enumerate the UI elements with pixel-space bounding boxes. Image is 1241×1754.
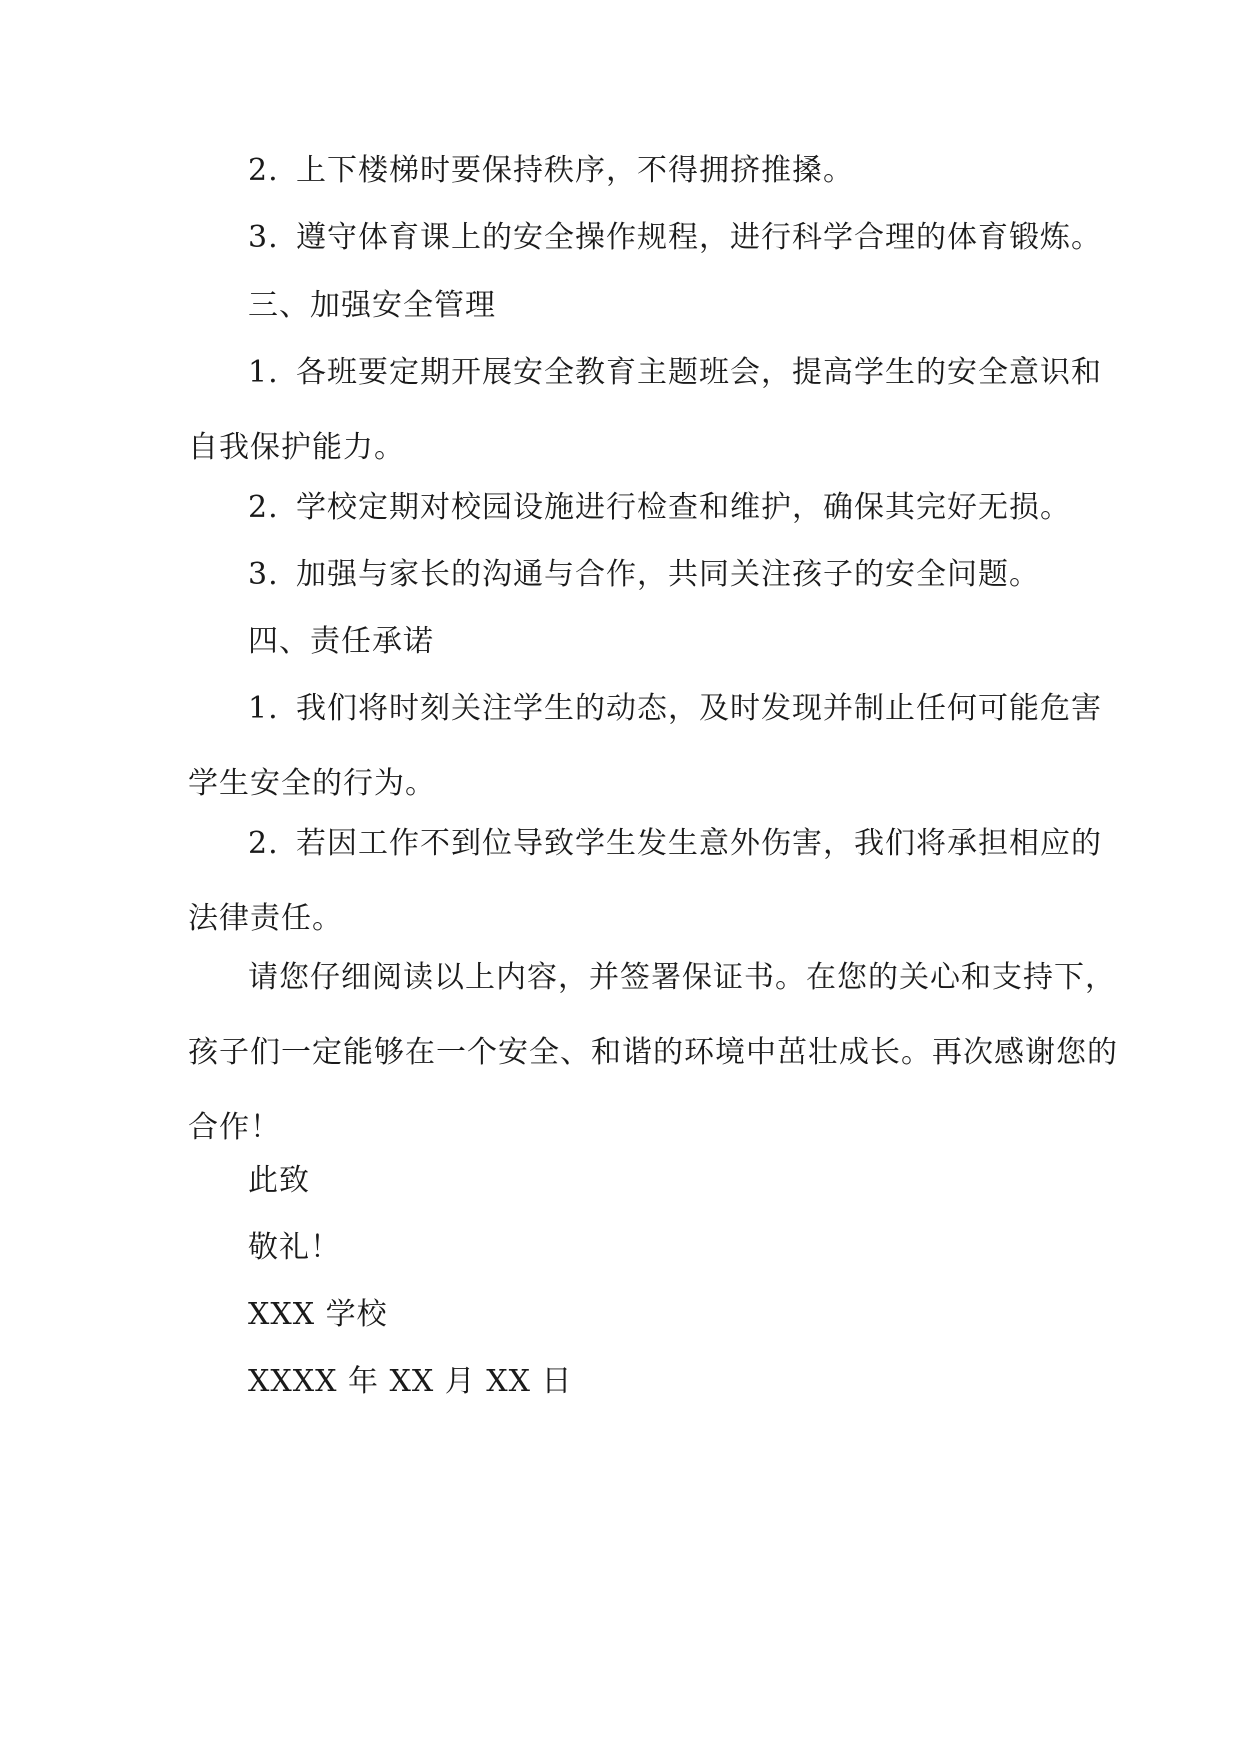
- item-number: 2.: [248, 490, 279, 525]
- item-number: 2.: [248, 826, 279, 861]
- list-item: [188, 671, 1102, 821]
- closing-line-1: 请您仔细阅读以上内容，并签署保证书。在您的关心和支持下，: [248, 960, 1116, 995]
- item-text: 上下楼梯时要保持秩序，不得拥挤推搡。: [296, 153, 854, 188]
- section-heading: [188, 604, 1068, 679]
- list-item: [188, 200, 1102, 275]
- section-heading: [188, 268, 1068, 343]
- salutation-1: [188, 1143, 1068, 1218]
- closing-line-2: 孩子们一定能够在一个安全、和谐的环境中茁壮成长。再次感谢您的: [188, 1035, 1118, 1070]
- list-item: [188, 537, 1068, 612]
- item-number: 1.: [248, 691, 279, 726]
- section-4-heading: 四、责任承诺: [248, 624, 434, 659]
- list-item: [188, 133, 1068, 208]
- closing-paragraph: [188, 940, 1118, 1165]
- signature: [188, 1277, 1068, 1352]
- signature-text: XXX 学校: [248, 1297, 388, 1332]
- item-text: 若因工作不到位导致学生发生意外伤害，我们将承担相应的: [296, 826, 1102, 861]
- date-text: XXXX 年 XX 月 XX 日: [248, 1364, 573, 1399]
- salutation-text: 敬礼！: [248, 1230, 341, 1265]
- date: [188, 1344, 1068, 1419]
- list-item: [188, 470, 1071, 545]
- item-text-continued: 自我保护能力。: [188, 430, 405, 465]
- item-text: 遵守体育课上的安全操作规程，进行科学合理的体育锻炼。: [296, 220, 1102, 255]
- item-text-continued: 学生安全的行为。: [188, 766, 436, 801]
- item-number: 2.: [248, 153, 279, 188]
- item-number: 3.: [248, 220, 279, 255]
- item-text-continued: 法律责任。: [188, 901, 343, 936]
- item-text: 我们将时刻关注学生的动态，及时发现并制止任何可能危害: [296, 691, 1102, 726]
- item-text: 加强与家长的沟通与合作，共同关注孩子的安全问题。: [296, 557, 1040, 592]
- item-text: 各班要定期开展安全教育主题班会，提高学生的安全意识和: [296, 355, 1102, 390]
- salutation-text: 此致: [248, 1163, 310, 1198]
- list-item: [188, 335, 1102, 485]
- item-number: 3.: [248, 557, 279, 592]
- item-number: 1.: [248, 355, 279, 390]
- closing-line-3: 合作！: [188, 1110, 281, 1145]
- salutation-2: [188, 1210, 1068, 1285]
- item-text: 学校定期对校园设施进行检查和维护，确保其完好无损。: [296, 490, 1071, 525]
- list-item: [188, 806, 1102, 956]
- section-3-heading: 三、加强安全管理: [248, 288, 496, 323]
